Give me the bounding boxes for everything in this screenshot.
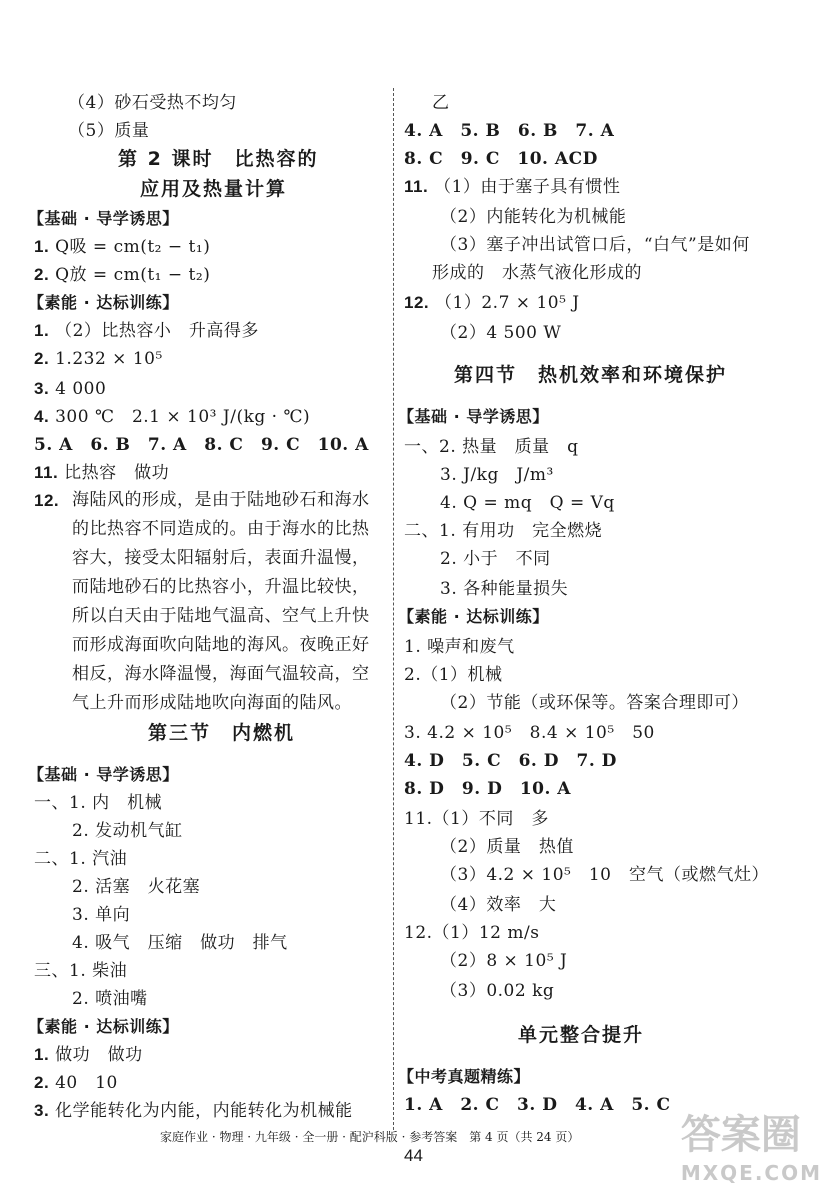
answer-line: 12.	[34, 491, 60, 510]
answer-line: 12. （1）2.7 × 10⁵ J	[404, 293, 580, 313]
answer-line: 2. 1.232 × 10⁵	[34, 349, 163, 369]
answer-line: 12.（1）12 m/s	[404, 923, 540, 943]
answer-line: 三、1. 柴油	[34, 961, 128, 981]
section-heading: 【素能 · 达标训练】	[28, 293, 179, 312]
answer-line: 4. 300 ℃ 2.1 × 10³ J/(kg · ℃)	[34, 407, 311, 427]
section-heading: 【基础 · 导学诱思】	[398, 407, 549, 426]
answer-paragraph: 海陆风的形成，是由于陆地砂石和海水的比热容不同造成的。由于海水的比热容大，接受太阳辐射后，表面升温慢，而陆地砂石的比热容小，升温比较快，所以白天由于陆地气温高、空气上升快而形成海面吹向陆地的海风。夜晚正好相反，海水降温慢，海面气温较高，空气上升而形成陆地吹向海面的陆风。	[72, 490, 370, 713]
answer-line: （3）塞子冲出试管口后，“白气”是如何	[440, 235, 750, 255]
answer-line: 11. （1）由于塞子具有惯性	[404, 177, 621, 197]
answer-line: 2. 喷油嘴	[72, 989, 148, 1009]
answer-line: 4. D 5. C 6. D 7. D	[404, 751, 617, 771]
answer-line: 一、2. 热量 质量 q	[404, 437, 579, 457]
answer-line: 3. 化学能转化为内能，内能转化为机械能	[34, 1101, 353, 1121]
answer-line: 2. 活塞 火花塞	[72, 877, 201, 897]
answer-line: 1. A 2. C 3. D 4. A 5. C	[404, 1095, 671, 1115]
answer-line: 3. 各种能量损失	[440, 579, 569, 599]
section-heading: 【基础 · 导学诱思】	[28, 209, 179, 228]
answer-line: （5）质量	[68, 121, 150, 141]
answer-line: 11.（1）不同 多	[404, 809, 549, 829]
answer-line: （2）8 × 10⁵ J	[440, 951, 568, 971]
lesson-title: 第 2 课时 比热容的	[118, 148, 319, 170]
answer-line: （3）0.02 kg	[440, 981, 555, 1001]
lesson-title: 应用及热量计算	[140, 178, 288, 200]
column-divider	[393, 88, 394, 1130]
answer-line: 1. （2）比热容小 升高得多	[34, 321, 259, 341]
answer-line: 二、1. 汽油	[34, 849, 128, 869]
section-heading: 【中考真题精练】	[398, 1067, 531, 1086]
answer-line: 二、1. 有用功 完全燃烧	[404, 521, 603, 541]
answer-line: 3. 单向	[72, 905, 131, 925]
answer-line: （4）砂石受热不均匀	[68, 93, 237, 113]
answer-line: 1. Q吸 = cm(t₂ − t₁)	[34, 237, 211, 257]
answer-line: 1. 噪声和废气	[404, 637, 515, 657]
answer-line: （4）效率 大	[440, 895, 557, 915]
section-heading: 【素能 · 达标训练】	[398, 607, 549, 626]
answer-line: （2）质量 热值	[440, 837, 574, 857]
answer-line: 8. D 9. D 10. A	[404, 779, 571, 799]
section-title: 单元整合提升	[518, 1024, 645, 1046]
answer-line: 形成的 水蒸气液化形成的	[432, 263, 642, 283]
answer-line: 8. C 9. C 10. ACD	[404, 149, 598, 169]
answer-line: （2）内能转化为机械能	[440, 207, 627, 227]
answer-line: 2. 小于 不同	[440, 549, 551, 569]
answer-line: 2. 40 10	[34, 1073, 118, 1093]
answer-line: 1. 做功 做功	[34, 1045, 143, 1065]
answer-line: 3. 4.2 × 10⁵ 8.4 × 10⁵ 50	[404, 723, 655, 743]
answer-line: 乙	[432, 93, 450, 113]
answer-line: （2）4 500 W	[440, 323, 562, 343]
answer-line: 4. 吸气 压缩 做功 排气	[72, 933, 288, 953]
answer-line: 5. A 6. B 7. A 8. C 9. C 10. A	[34, 435, 369, 455]
answer-line: （3）4.2 × 10⁵ 10 空气（或燃气灶）	[440, 865, 769, 885]
answer-line: 一、1. 内 机械	[34, 793, 163, 813]
watermark-logo: 答案圈 MXQE.COM	[680, 1112, 822, 1185]
answer-line: 2.（1）机械	[404, 665, 503, 685]
section-title: 第三节 内燃机	[148, 722, 296, 744]
answer-line: （2）节能（或环保等。答案合理即可）	[440, 693, 749, 713]
page-footer: 家庭作业 · 物理 · 九年级 · 全一册 · 配沪科版 · 参考答案 第 4 页（共 24 页）	[160, 1130, 580, 1144]
answer-line: 11. 比热容 做功	[34, 463, 170, 483]
answer-line: 2. 发动机气缸	[72, 821, 183, 841]
section-heading: 【基础 · 导学诱思】	[28, 765, 179, 784]
section-heading: 【素能 · 达标训练】	[28, 1017, 179, 1036]
section-title: 第四节 热机效率和环境保护	[454, 364, 728, 386]
answer-line: 3. 4 000	[34, 379, 107, 399]
answer-line: 4. A 5. B 6. B 7. A	[404, 121, 615, 141]
answer-line: 2. Q放 = cm(t₁ − t₂)	[34, 265, 211, 285]
page-number: 44	[404, 1146, 423, 1165]
answer-line: 3. J/kg J/m³	[440, 465, 554, 485]
answer-line: 4. Q = mq Q = Vq	[440, 493, 615, 513]
